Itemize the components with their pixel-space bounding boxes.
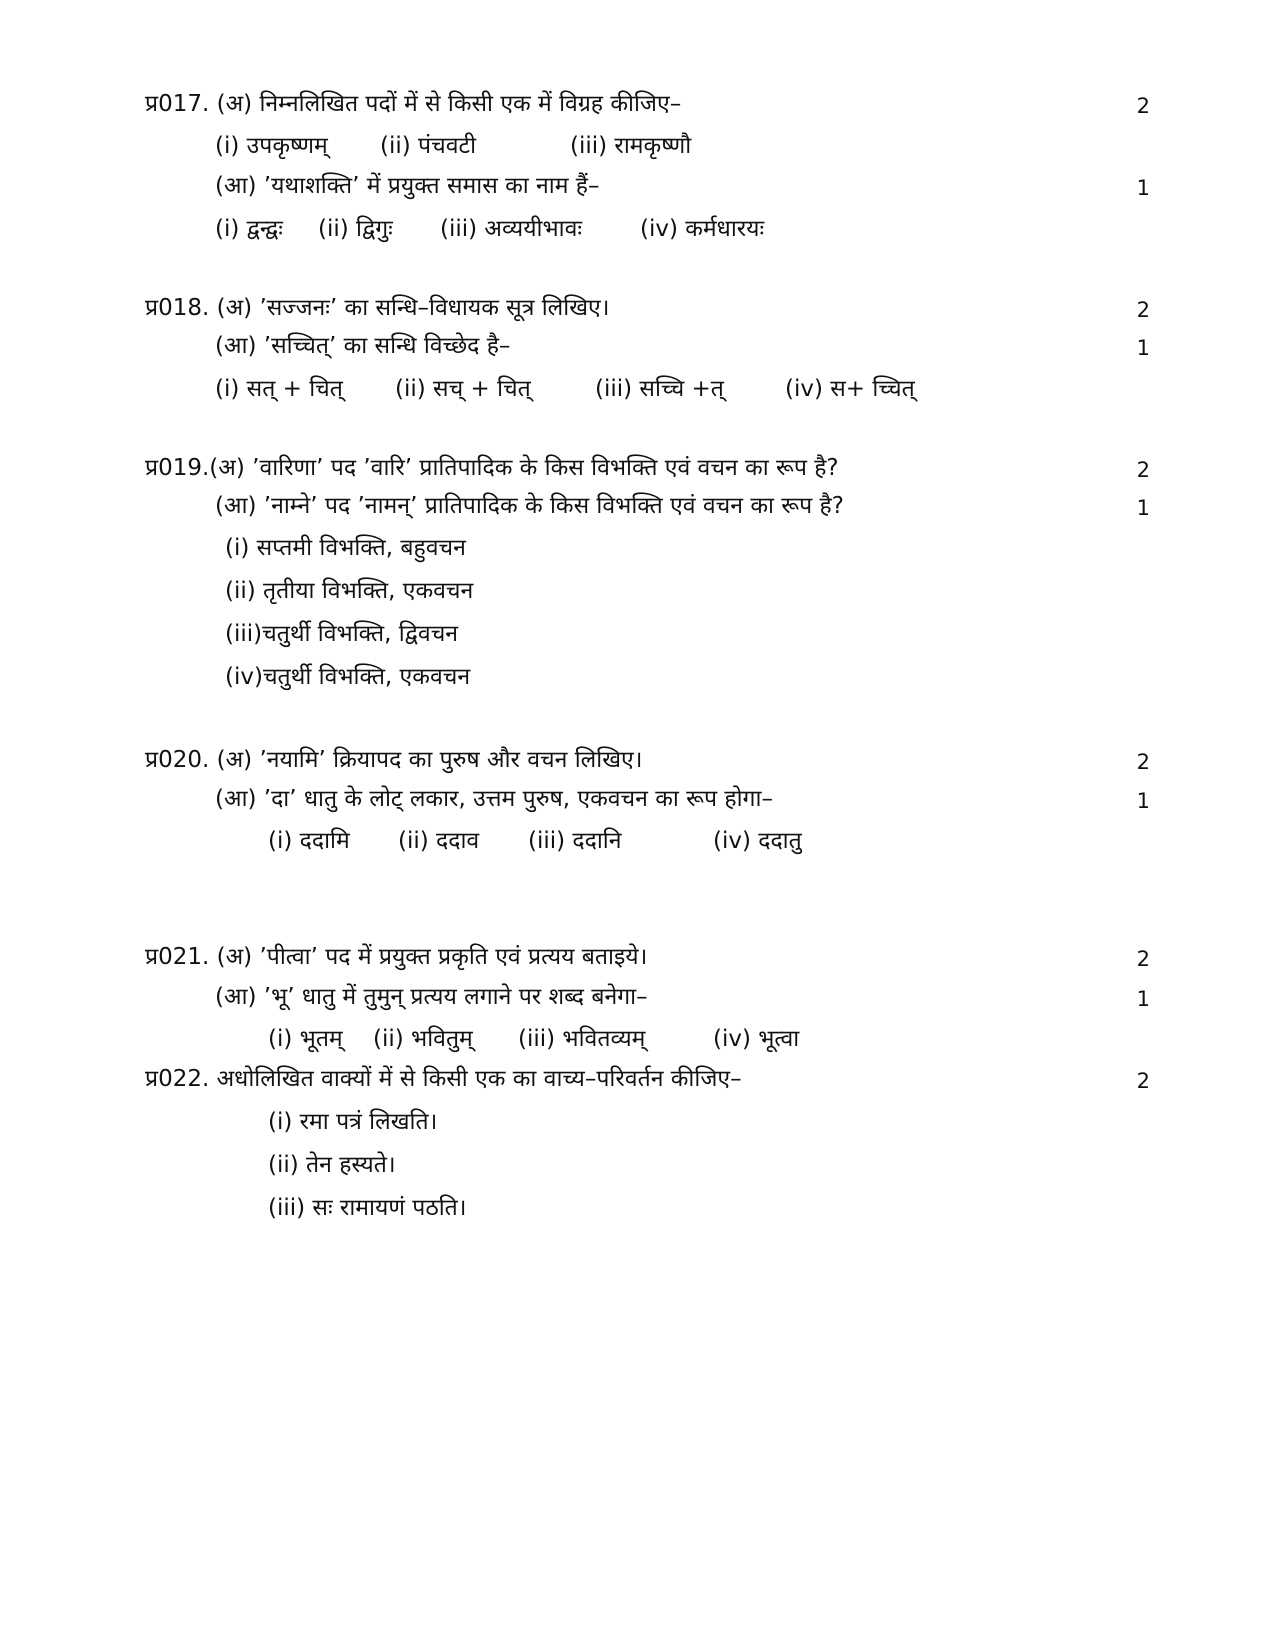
q21-a-marks: 2 bbox=[1136, 947, 1150, 971]
q17-part-b: (आ) ’यथाशक्ति’ में प्रयुक्त समास का नाम हैं– bbox=[215, 173, 600, 199]
option: (iii) ददानि bbox=[528, 828, 622, 854]
q18-part-a: प्र018. (अ) ’सज्जनः’ का सन्धि–विधायक सूत्र लिखिए। bbox=[145, 295, 610, 321]
option: (iii) रामकृष्णौ bbox=[570, 133, 692, 159]
option: (i) उपकृष्णम् bbox=[215, 133, 328, 159]
q18-part-b: (आ) ’सच्चित्’ का सन्धि विच्छेद है– bbox=[215, 333, 511, 359]
option: (iv) भूत्वा bbox=[713, 1026, 800, 1052]
q19-option-1: (i) सप्तमी विभक्ति, बहुवचन bbox=[225, 535, 466, 561]
q22-option-2: (ii) तेन हस्यते। bbox=[268, 1152, 396, 1178]
option: (i) सत् + चित् bbox=[215, 376, 343, 402]
q19-option-2: (ii) तृतीया विभक्ति, एकवचन bbox=[225, 578, 474, 604]
option: (i) ददामि bbox=[268, 828, 350, 854]
option: (iii) भवितव्यम् bbox=[518, 1026, 646, 1052]
option: (i) द्वन्द्वः bbox=[215, 216, 283, 242]
option: (iv) ददातु bbox=[713, 828, 802, 854]
q22-marks: 2 bbox=[1136, 1069, 1150, 1093]
option: (i) भूतम् bbox=[268, 1026, 343, 1052]
option: (iv) स+ च्चित् bbox=[785, 376, 915, 402]
q19-a-marks: 2 bbox=[1136, 458, 1150, 482]
q17-b-marks: 1 bbox=[1136, 176, 1150, 200]
q20-part-a: प्र020. (अ) ’नयामि’ क्रियापद का पुरुष और वचन लिखिए। bbox=[145, 747, 643, 773]
q18-b-marks: 1 bbox=[1136, 336, 1150, 360]
q22-question: प्र022. अधोलिखित वाक्यों में से किसी एक का वाच्य–परिवर्तन कीजिए– bbox=[145, 1066, 742, 1092]
option: (iii) सच्चि +त् bbox=[595, 376, 724, 402]
q19-part-b: (आ) ’नाम्ने’ पद ’नामन्’ प्रातिपादिक के किस विभक्ति एवं वचन का रूप है? bbox=[215, 493, 844, 519]
q17-a-marks: 2 bbox=[1136, 94, 1150, 118]
q17-part-a: प्र017. (अ) निम्नलिखित पदों में से किसी एक में विग्रह कीजिए– bbox=[145, 91, 682, 117]
option: (ii) द्विगुः bbox=[318, 216, 393, 242]
option: (ii) पंचवटी bbox=[380, 133, 477, 159]
q21-b-marks: 1 bbox=[1136, 987, 1150, 1011]
q22-option-1: (i) रमा पत्रं लिखति। bbox=[268, 1109, 438, 1135]
q19-b-marks: 1 bbox=[1136, 496, 1150, 520]
q20-part-b: (आ) ’दा’ धातु के लोट् लकार, उत्तम पुरुष, एकवचन का रूप होगा– bbox=[215, 786, 773, 812]
q19-option-4: (iv)चतुर्थी विभक्ति, एकवचन bbox=[225, 664, 471, 690]
q18-a-marks: 2 bbox=[1136, 298, 1150, 322]
option: (ii) ददाव bbox=[398, 828, 480, 854]
option: (ii) सच् + चित् bbox=[395, 376, 531, 402]
q20-a-marks: 2 bbox=[1136, 750, 1150, 774]
q21-part-b: (आ) ’भू’ धातु में तुमुन् प्रत्यय लगाने पर शब्द बनेगा– bbox=[215, 984, 648, 1010]
option: (iii) अव्ययीभावः bbox=[440, 216, 583, 242]
q21-part-a: प्र021. (अ) ’पीत्वा’ पद में प्रयुक्त प्रकृति एवं प्रत्यय बताइये। bbox=[145, 944, 648, 970]
q22-option-3: (iii) सः रामायणं पठति। bbox=[268, 1195, 467, 1221]
option: (iv) कर्मधारयः bbox=[640, 216, 765, 242]
option: (ii) भवितुम् bbox=[373, 1026, 473, 1052]
q20-b-marks: 1 bbox=[1136, 789, 1150, 813]
q19-part-a: प्र019.(अ) ’वारिणा’ पद ’वारि’ प्रातिपादिक के किस विभक्ति एवं वचन का रूप है? bbox=[145, 455, 839, 481]
q19-option-3: (iii)चतुर्थी विभक्ति, द्विवचन bbox=[225, 621, 459, 647]
